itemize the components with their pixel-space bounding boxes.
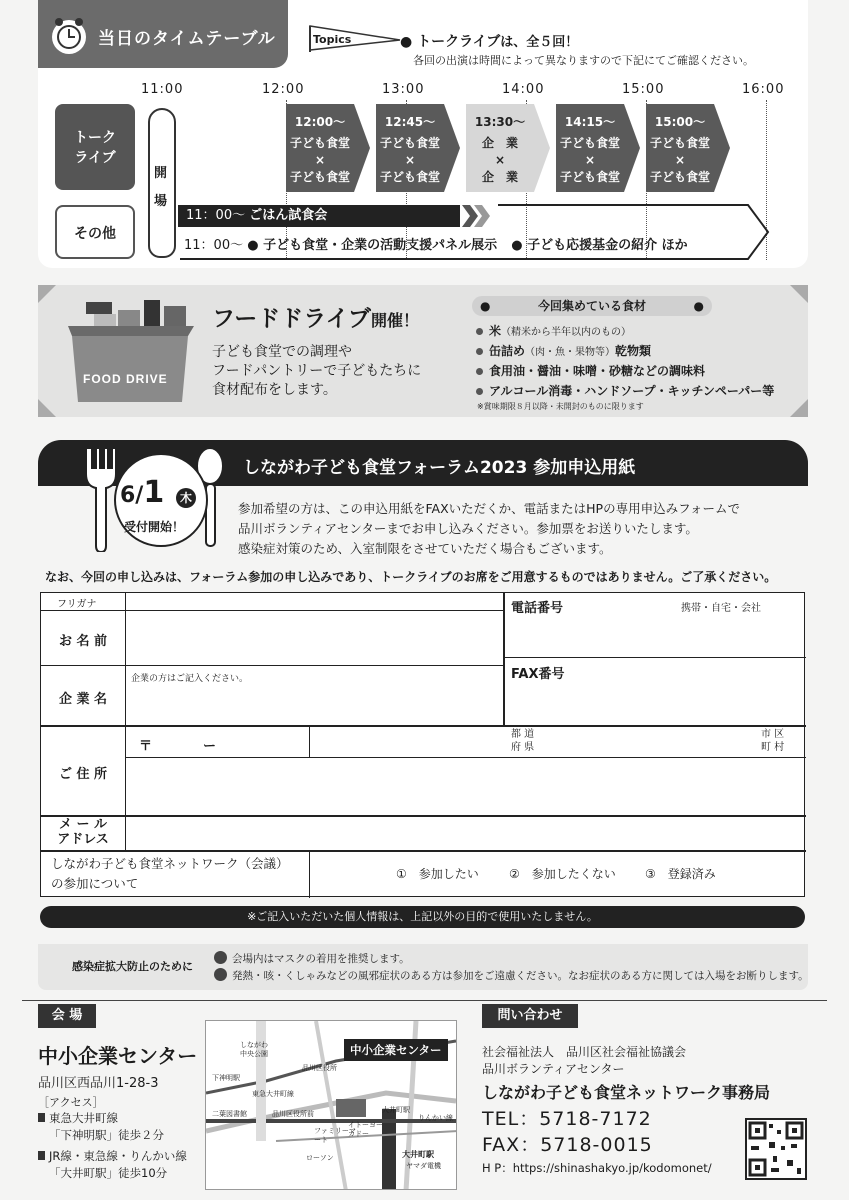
email-field[interactable]: [127, 819, 802, 847]
date-badge: [120, 475, 164, 510]
infection-line-2: 発熱・咳・くしゃみなどの風邪症状のある方は参加をご遠慮ください。なお症状のある方に関しては入場をお断りします。: [232, 970, 809, 982]
other-text: ごはん試食会: [249, 208, 328, 223]
postal-dash: ー: [203, 739, 217, 754]
company-label: 企 業 名: [58, 692, 108, 707]
talk-session-1: [286, 104, 354, 192]
topics-head-a: トークライブ: [417, 34, 501, 50]
food-drive-title-suffix: 開催！: [370, 311, 419, 330]
item-main: 米: [489, 324, 502, 338]
session-line: 子ども食堂: [649, 136, 710, 150]
option-not-attend[interactable]: ② 参加したくない: [509, 867, 616, 881]
contact-label: 問い合わせ: [482, 1004, 578, 1028]
phone-field[interactable]: [506, 615, 802, 655]
bullet-icon: [214, 951, 227, 964]
option-attend[interactable]: ① 参加したい: [396, 867, 479, 881]
session-arrow: [714, 104, 730, 192]
form-warning: なお、今回の申し込みは、フォーラム参加の申し込みであり、トークライブのお席をご用意するものではありません。ご了承ください。: [45, 570, 777, 584]
date-day: 1: [143, 475, 165, 510]
row-label-talk-live: [55, 104, 135, 190]
desc-line: 子ども食堂での調理や: [212, 344, 352, 360]
contact-office: しながわ子ども食堂ネットワーク事務局: [482, 1083, 771, 1102]
talk-session-4: [556, 104, 624, 192]
item-main: 缶詰め: [489, 344, 526, 358]
item-sub: （精米から半年以内のもの）: [501, 327, 632, 338]
company-field[interactable]: [127, 685, 501, 723]
access-line-1: [38, 1110, 164, 1144]
row-label-talk-1: トーク: [74, 130, 116, 146]
name-field[interactable]: [127, 613, 501, 663]
session-line: ×: [674, 153, 686, 167]
map-label: 大井町駅: [402, 1150, 434, 1159]
session-line: 企 業: [481, 136, 518, 150]
infection-label: 感染症拡大防止のために: [72, 960, 193, 973]
application-form: [40, 592, 805, 897]
email-label-line: アドレス: [57, 832, 109, 847]
item-main: アルコール消毒・ハンドソープ・キッチンペーパー等: [489, 384, 775, 398]
qr-pattern: [747, 1120, 805, 1178]
company-note: 企業の方はご記入ください。: [131, 674, 249, 684]
session-line: 子ども食堂: [559, 136, 620, 150]
row-label-other: その他: [55, 205, 135, 259]
access-route: 東急大井町線: [49, 1111, 118, 1125]
form-intro: [238, 499, 740, 559]
option-registered[interactable]: ③ 登録済み: [645, 867, 716, 881]
access-line-2: [38, 1148, 187, 1182]
bullet-icon: [214, 968, 227, 981]
contact-fax: FAX：5718-0015: [482, 1134, 653, 1156]
session-line: 子ども食堂: [559, 170, 620, 184]
session-line: 子ども食堂: [289, 170, 350, 184]
time-label: 15:00: [622, 82, 665, 97]
map-label: りんかい線: [418, 1114, 453, 1122]
time-label: 16:00: [742, 82, 785, 97]
privacy-note: ※ご記入いただいた個人情報は、上記以外の目的で使用いたしません。: [40, 906, 805, 928]
intro-line: 品川ボランティアセンターまでお申し込みください。参加票をお送りいたします。: [238, 521, 698, 536]
map-label: ファミリーマート: [314, 1127, 356, 1144]
access-walk: 「下神明駅」徒歩２分: [49, 1128, 164, 1142]
food-drive-box-label: FOOD DRIVE: [83, 372, 168, 386]
map-target-label: 中小企業センター: [344, 1039, 448, 1061]
date-note: 受付開始！: [124, 520, 185, 534]
network-label: [51, 854, 289, 894]
form-title: しながわ子ども食堂フォーラム2023 参加申込用紙: [243, 458, 636, 478]
phone-label: 電話番号: [511, 601, 564, 616]
session-arrow: [534, 104, 550, 192]
topics-headline: ● トークライブは、全５回！: [400, 34, 579, 50]
date-weekday: 木: [176, 488, 196, 508]
fax-label: FAX番号: [511, 667, 565, 682]
session-arrow: [354, 104, 370, 192]
venue-name: 中小企業センター: [38, 1044, 198, 1068]
map-label: 東急大井町線: [252, 1090, 294, 1098]
furigana-field[interactable]: [127, 595, 501, 609]
email-label: [41, 817, 125, 847]
city-line: 町 村: [761, 742, 785, 753]
talk-session-3: [466, 104, 534, 192]
infection-line-1: 会場内はマスクの着用を推奨します。: [232, 953, 410, 965]
food-box-icon: [68, 296, 198, 406]
row-label-talk-2: ライブ: [74, 150, 116, 166]
contact-org: [482, 1044, 686, 1078]
date-month: 6/: [120, 483, 144, 508]
session-time: 13:30〜: [474, 115, 526, 129]
open-char: 開: [154, 166, 168, 181]
time-label: 14:00: [502, 82, 545, 97]
venue-label: 会 場: [38, 1004, 96, 1028]
session-arrow: [444, 104, 460, 192]
postal-mark: 〒: [139, 739, 153, 754]
phone-types: 携帯・自宅・会社: [681, 603, 761, 614]
topics-note: 各回の出演は時間によって異なりますので下記にてご確認ください。: [413, 54, 754, 67]
fax-field[interactable]: [506, 679, 802, 723]
city-line: 市 区: [761, 729, 785, 740]
time-label: 13:00: [382, 82, 425, 97]
network-label-line: の参加について: [51, 876, 139, 891]
map-label: ヤマダ電機: [406, 1162, 441, 1170]
alarm-clock-icon: [52, 20, 86, 54]
timetable-header: [38, 0, 288, 68]
street-address-field[interactable]: [127, 761, 802, 811]
map-label: ローソン: [306, 1154, 334, 1162]
session-line: ×: [314, 153, 326, 167]
talk-session-2: [376, 104, 444, 192]
qr-code-icon[interactable]: [745, 1118, 807, 1180]
food-drive-title: [212, 300, 419, 333]
food-list-note: ※賞味期限８月以降・未開封のものに限ります: [477, 402, 644, 411]
map-label: 品川区役所前: [272, 1110, 314, 1118]
open-label: [154, 160, 167, 216]
session-line: 子ども食堂: [379, 170, 440, 184]
item-sub: （肉・魚・果物等）: [525, 347, 616, 358]
timetable-title: 当日のタイムテーブル: [98, 29, 276, 49]
address-label: ご 住 所: [58, 767, 108, 782]
access-walk: 「大井町駅」徒歩10分: [49, 1166, 168, 1180]
map-label: 二葉図書館: [212, 1110, 247, 1118]
venue-address: 品川区西品川1-28-3: [38, 1076, 159, 1091]
map-label: 品川区役所: [302, 1064, 337, 1072]
item-main: 食用油・醤油・味噌・砂糖などの調味料: [489, 364, 706, 378]
contact-tel: TEL：5718-7172: [482, 1108, 652, 1130]
city-field[interactable]: [541, 729, 756, 755]
session-line: 企 業: [481, 170, 518, 184]
session-line: ×: [584, 153, 596, 167]
food-list-item: [476, 362, 705, 379]
furigana-label: フリガナ: [57, 599, 97, 610]
open-char: 場: [154, 194, 168, 209]
food-list-title: 今回集めている食材: [537, 299, 646, 313]
map-label: しながわ中央公園: [240, 1041, 268, 1058]
intro-line: 参加希望の方は、この申込用紙をFAXいただくか、電話またはHPの専用申込みフォームで: [238, 501, 740, 516]
food-drive-title-main: フードドライブ: [212, 306, 371, 332]
city-suffix: [761, 728, 784, 754]
time-label: 12:00: [262, 82, 305, 97]
session-time: 12:00〜: [294, 115, 346, 129]
postal-code-field[interactable]: [156, 731, 306, 753]
other-time: 11：00〜: [186, 208, 246, 223]
session-arrow: [624, 104, 640, 192]
venue-map: [205, 1020, 457, 1190]
access-label: ［アクセス］: [38, 1096, 104, 1109]
network-label-line: しながわ子ども食堂ネットワーク（会議）: [51, 856, 289, 871]
topics-tag: Topics: [313, 33, 352, 46]
prefecture-field[interactable]: [313, 729, 508, 755]
other-text: ● 子ども応援基金の紹介 ほか: [511, 238, 688, 253]
item-main: 乾物類: [615, 344, 652, 358]
time-label: 11:00: [141, 82, 184, 97]
map-label: 下神明駅: [212, 1074, 240, 1082]
food-list-header: ● 今回集めている食材 ●: [472, 296, 712, 316]
map-label: 大井町駅: [382, 1106, 410, 1114]
session-time: 15:00〜: [654, 115, 706, 129]
session-line: 子ども食堂: [379, 136, 440, 150]
food-list-item: [476, 322, 631, 339]
pref-line: 都 道: [511, 729, 535, 740]
session-time: 14:15〜: [564, 115, 616, 129]
session-line: 子ども食堂: [289, 136, 350, 150]
desc-line: フードパントリーで子どもたちに: [212, 363, 422, 379]
footer-divider: [22, 1000, 827, 1001]
food-list-item: [476, 342, 651, 359]
session-line: ×: [494, 153, 506, 167]
email-label-line: メ ー ル: [58, 817, 108, 832]
food-drive-description: [212, 343, 421, 400]
pref-line: 府 県: [511, 742, 535, 753]
session-line: 子ども食堂: [649, 170, 710, 184]
prefecture-suffix: [511, 728, 534, 754]
map-label: イトーヨーカドー: [348, 1121, 383, 1138]
access-route: JR線・東急線・りんかい線: [49, 1149, 187, 1163]
other-time: 11：00〜: [184, 238, 244, 253]
name-label: お 名 前: [58, 634, 108, 649]
intro-line: 感染症対策のため、入室制限をさせていただく場合もございます。: [238, 541, 612, 556]
talk-session-5: [646, 104, 714, 192]
contact-org-line: 品川ボランティアセンター: [482, 1062, 625, 1076]
other-row-2: [184, 234, 688, 253]
desc-line: 食材配布をします。: [212, 382, 337, 398]
contact-hp-link[interactable]: H P：https://shinashakyo.jp/kodomonet/: [482, 1161, 712, 1175]
topics-head-b: は、全５回！: [500, 35, 579, 50]
other-text: ● 子ども食堂・企業の活動支援パネル展示: [247, 238, 498, 253]
session-time: 12:45〜: [384, 115, 436, 129]
food-list-item: [476, 382, 774, 399]
session-line: ×: [404, 153, 416, 167]
contact-org-line: 社会福祉法人 品川区社会福祉協議会: [482, 1045, 687, 1059]
